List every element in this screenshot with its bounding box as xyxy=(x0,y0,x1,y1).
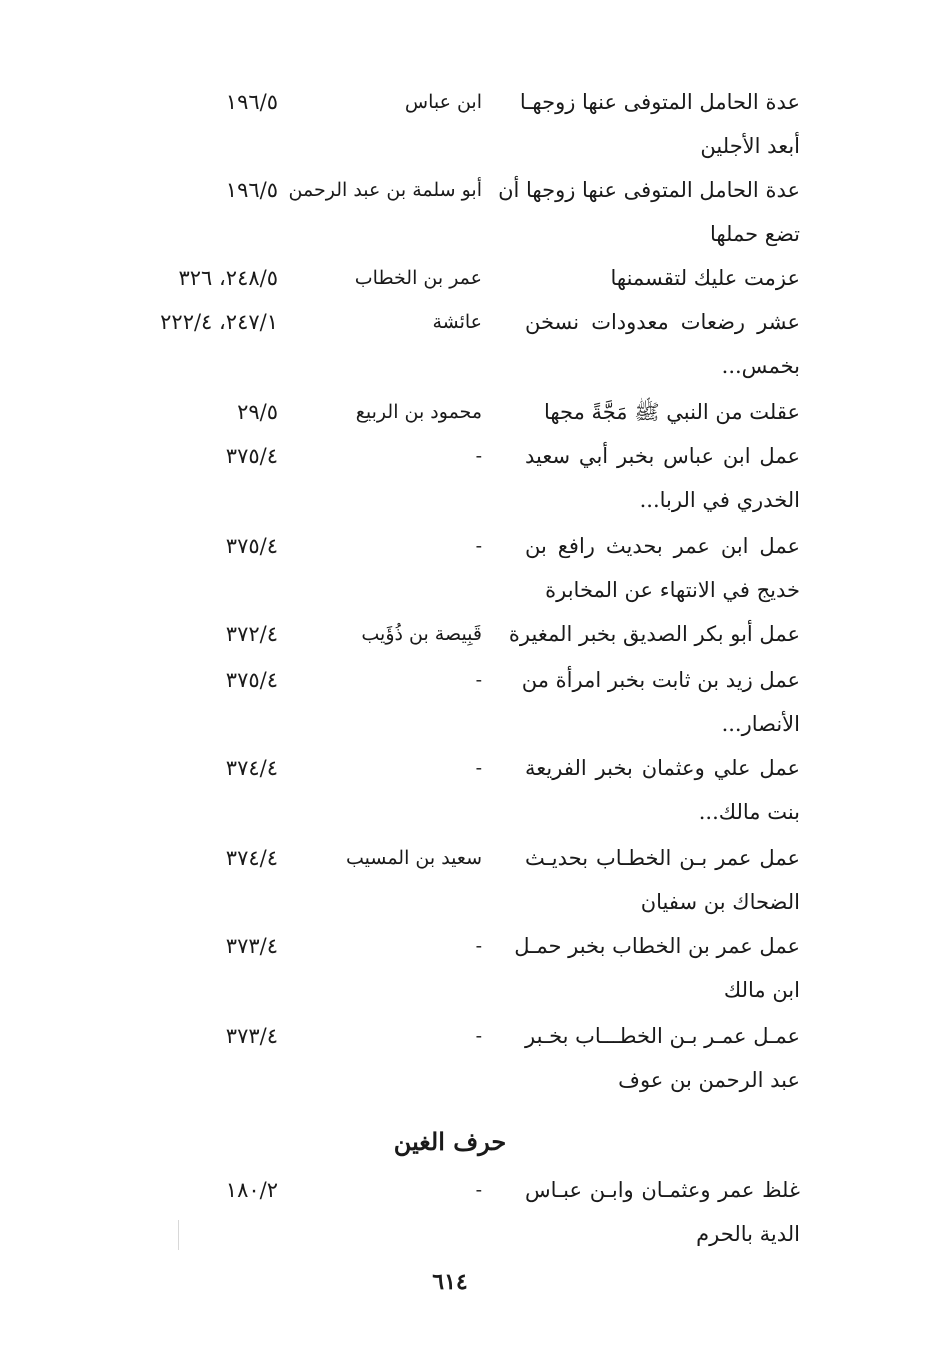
entry-text: ابن مالك xyxy=(723,978,800,1002)
index-entry xyxy=(0,300,940,344)
index-entry-continuation xyxy=(0,790,940,834)
entry-text: تضع حملها xyxy=(709,222,800,246)
index-entry xyxy=(0,390,940,434)
entry-reference: ١٩٦/٥ xyxy=(225,90,278,114)
entry-text: الخدري في الربا... xyxy=(639,488,800,512)
entry-text: الضحاك بن سفيان xyxy=(640,890,800,914)
entry-text: عمل زيد بن ثابت بخبر امرأة من xyxy=(521,668,800,692)
entry-text: عمل ابن عمر بحديث رافع بن xyxy=(525,534,800,558)
entry-text: غلظ عمر وعثمـان وابـن عبـاس xyxy=(525,1178,800,1202)
entry-text: بنت مالك... xyxy=(698,800,800,824)
index-entry-continuation xyxy=(0,702,940,746)
entry-reference: ٣٧٣/٤ xyxy=(225,1024,278,1048)
entry-narrator: - xyxy=(475,445,482,467)
index-entry xyxy=(0,80,940,124)
entry-reference: ٣٧٣/٤ xyxy=(225,934,278,958)
entry-text: عزمت عليك لتقسمنها xyxy=(610,266,800,290)
entry-reference: ٢٤٨/٥، ٣٢٦ xyxy=(178,266,278,290)
index-entry-continuation xyxy=(0,478,940,522)
entry-reference: ٣٧٥/٤ xyxy=(225,534,278,558)
entry-text: عمـل عمـر بـن الخطـــاب بخـبر xyxy=(525,1024,800,1048)
entry-narrator: سعيد بن المسيب xyxy=(345,847,482,869)
entry-narrator: - xyxy=(475,535,482,557)
index-entry xyxy=(0,924,940,968)
entry-narrator: عمر بن الخطاب xyxy=(354,267,482,289)
entry-text: الأنصار... xyxy=(721,712,800,736)
index-entry xyxy=(0,434,940,478)
entry-narrator: ابن عباس xyxy=(404,91,482,113)
entry-text: عمل عمر بـن الخطـاب بحديـث xyxy=(525,846,800,870)
index-entry xyxy=(0,1168,940,1212)
entry-reference: ٣٧٢/٤ xyxy=(225,622,278,646)
index-entry-continuation xyxy=(0,1212,940,1256)
entry-reference: ٣٧٥/٤ xyxy=(225,444,278,468)
entry-reference: ١٩٦/٥ xyxy=(225,178,278,202)
index-entry-continuation xyxy=(0,568,940,612)
index-entry-continuation xyxy=(0,968,940,1012)
entry-narrator: قَبِيصة بن ذُؤَيب xyxy=(361,623,482,645)
entry-text: عمل عمر بن الخطاب بخبر حمـل xyxy=(514,934,800,958)
index-entry-continuation xyxy=(0,124,940,168)
entry-narrator: محمود بن الربيع xyxy=(355,401,482,423)
entry-reference: ٣٧٥/٤ xyxy=(225,668,278,692)
index-entry xyxy=(0,524,940,568)
entry-text: عدة الحامل المتوفى عنها زوجهـا xyxy=(519,90,800,114)
index-entry xyxy=(0,1014,940,1058)
entry-text: عمل أبو بكر الصديق بخبر المغيرة xyxy=(508,622,800,646)
entry-reference: ٢٩/٥ xyxy=(237,400,278,424)
entry-narrator: - xyxy=(475,935,482,957)
index-entry-continuation xyxy=(0,212,940,256)
entry-text: أبعد الأجلين xyxy=(700,134,800,158)
index-entry xyxy=(0,658,940,702)
index-entry-continuation xyxy=(0,880,940,924)
scan-mark xyxy=(178,1220,179,1250)
entry-text: عمل ابن عباس بخبر أبي سعيد xyxy=(525,444,800,468)
entry-text: عدة الحامل المتوفى عنها زوجها أن xyxy=(498,178,800,202)
index-entry xyxy=(0,168,940,212)
entry-reference: ١٨٠/٢ xyxy=(225,1178,278,1202)
entry-narrator: - xyxy=(475,757,482,779)
entry-narrator: - xyxy=(475,1025,482,1047)
entry-text: عقلت من النبي ﷺ مَجَّةً مجها xyxy=(543,400,800,424)
index-entry xyxy=(0,612,940,656)
entry-narrator: - xyxy=(475,669,482,691)
entry-reference: ٣٧٤/٤ xyxy=(225,846,278,870)
entry-narrator: أبو سلمة بن عبد الرحمن xyxy=(288,179,482,201)
entry-text: عبد الرحمن بن عوف xyxy=(618,1068,800,1092)
entry-reference: ٢٤٧/١، ٢٢٢/٤ xyxy=(160,310,278,334)
entry-narrator: عائشة xyxy=(432,311,482,333)
entry-text: عشر رضعات معدودات نسخن xyxy=(525,310,800,334)
entry-text: خديج في الانتهاء عن المخابرة xyxy=(545,578,800,602)
entry-text: بخمس... xyxy=(721,354,800,378)
entry-text: الدية بالحرم xyxy=(696,1222,800,1246)
index-entry-continuation xyxy=(0,1058,940,1102)
entry-narrator: - xyxy=(475,1179,482,1201)
index-entry xyxy=(0,746,940,790)
page-number: ٦١٤ xyxy=(432,1269,468,1295)
index-entry-continuation xyxy=(0,344,940,388)
entry-reference: ٣٧٤/٤ xyxy=(225,756,278,780)
index-entry xyxy=(0,256,940,300)
section-heading: حرف الغين xyxy=(393,1127,507,1156)
index-entry xyxy=(0,836,940,880)
entry-text: عمل علي وعثمان بخبر الفريعة xyxy=(525,756,800,780)
